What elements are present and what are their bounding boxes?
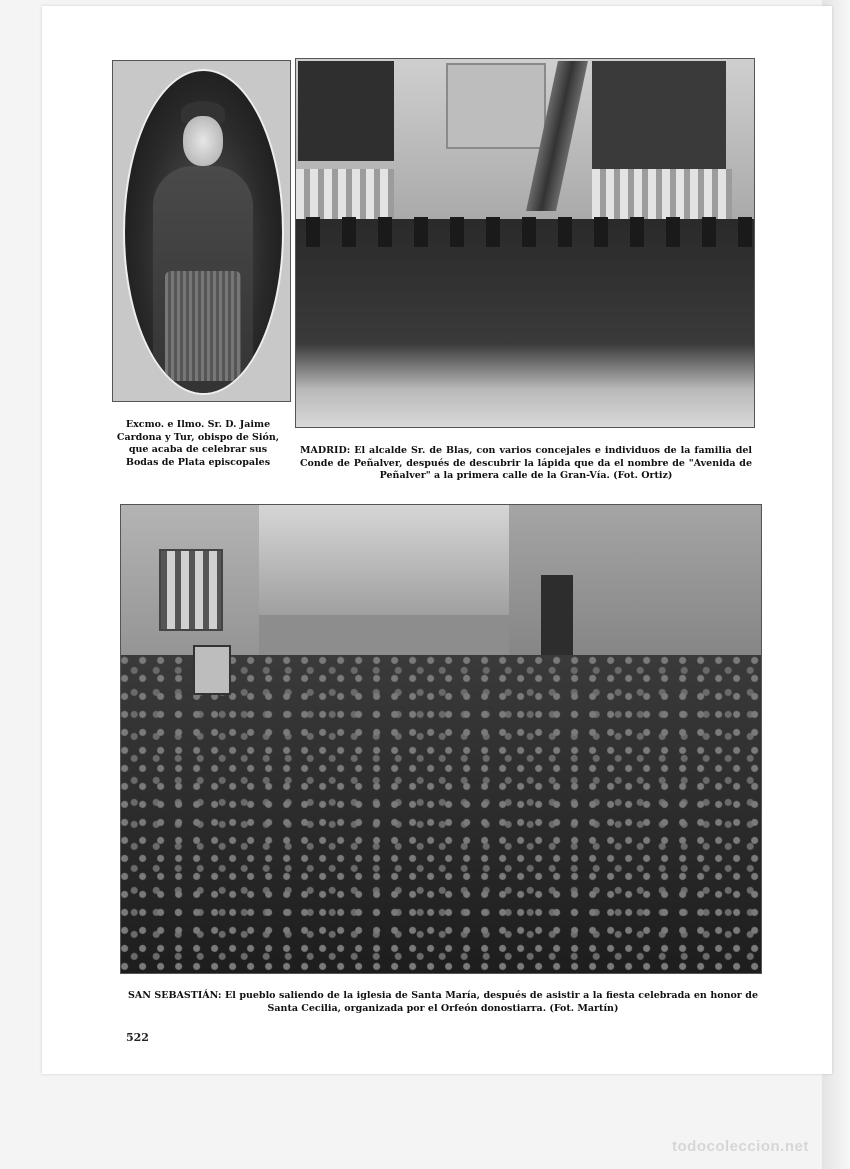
page-number: 522: [126, 1031, 149, 1044]
commemorative-plaque: [446, 63, 546, 149]
top-hats-row: [296, 217, 754, 247]
san-sebastian-caption: SAN SEBASTIÁN: El pueblo saliendo de la iglesia de Santa María, después de asistir a la fiesta celebrada en honor de Santa Cecilia, organizada por el Orfeón donostiarra. (Fot. Martín): [128, 990, 758, 1014]
left-balcony: [298, 61, 394, 161]
oval-vignette: [123, 69, 284, 395]
officials-group: [296, 219, 754, 427]
bishop-rochet: [165, 271, 241, 381]
watermark: todocoleccion.net: [672, 1138, 809, 1155]
right-balustrade: [592, 169, 732, 224]
street-lamp: [193, 645, 231, 695]
left-balustrade: [296, 169, 394, 224]
crowd: [121, 655, 761, 973]
background-houses: [259, 505, 509, 615]
shuttered-window: [159, 549, 223, 631]
bishop-head: [183, 116, 223, 166]
bishop-portrait-photo: [112, 60, 291, 402]
church-doorway: [541, 575, 573, 665]
san-sebastian-crowd-photo: [120, 504, 762, 974]
bishop-caption: Excmo. e Ilmo. Sr. D. Jaime Cardona y Tur, obispo de Sión, que acaba de celebrar sus Bodas de Plata episcopales: [116, 419, 280, 468]
right-balcony: [592, 61, 726, 169]
madrid-ceremony-photo: [295, 58, 755, 428]
madrid-caption: MADRID: El alcalde Sr. de Blas, con varios concejales e individuos de la familia del Conde de Peñalver, después de descubrir la lápida que da el nombre de "Avenida de Peñalver" a la primera calle de la Gran-Vía. (Fot. Ortiz): [300, 445, 752, 481]
